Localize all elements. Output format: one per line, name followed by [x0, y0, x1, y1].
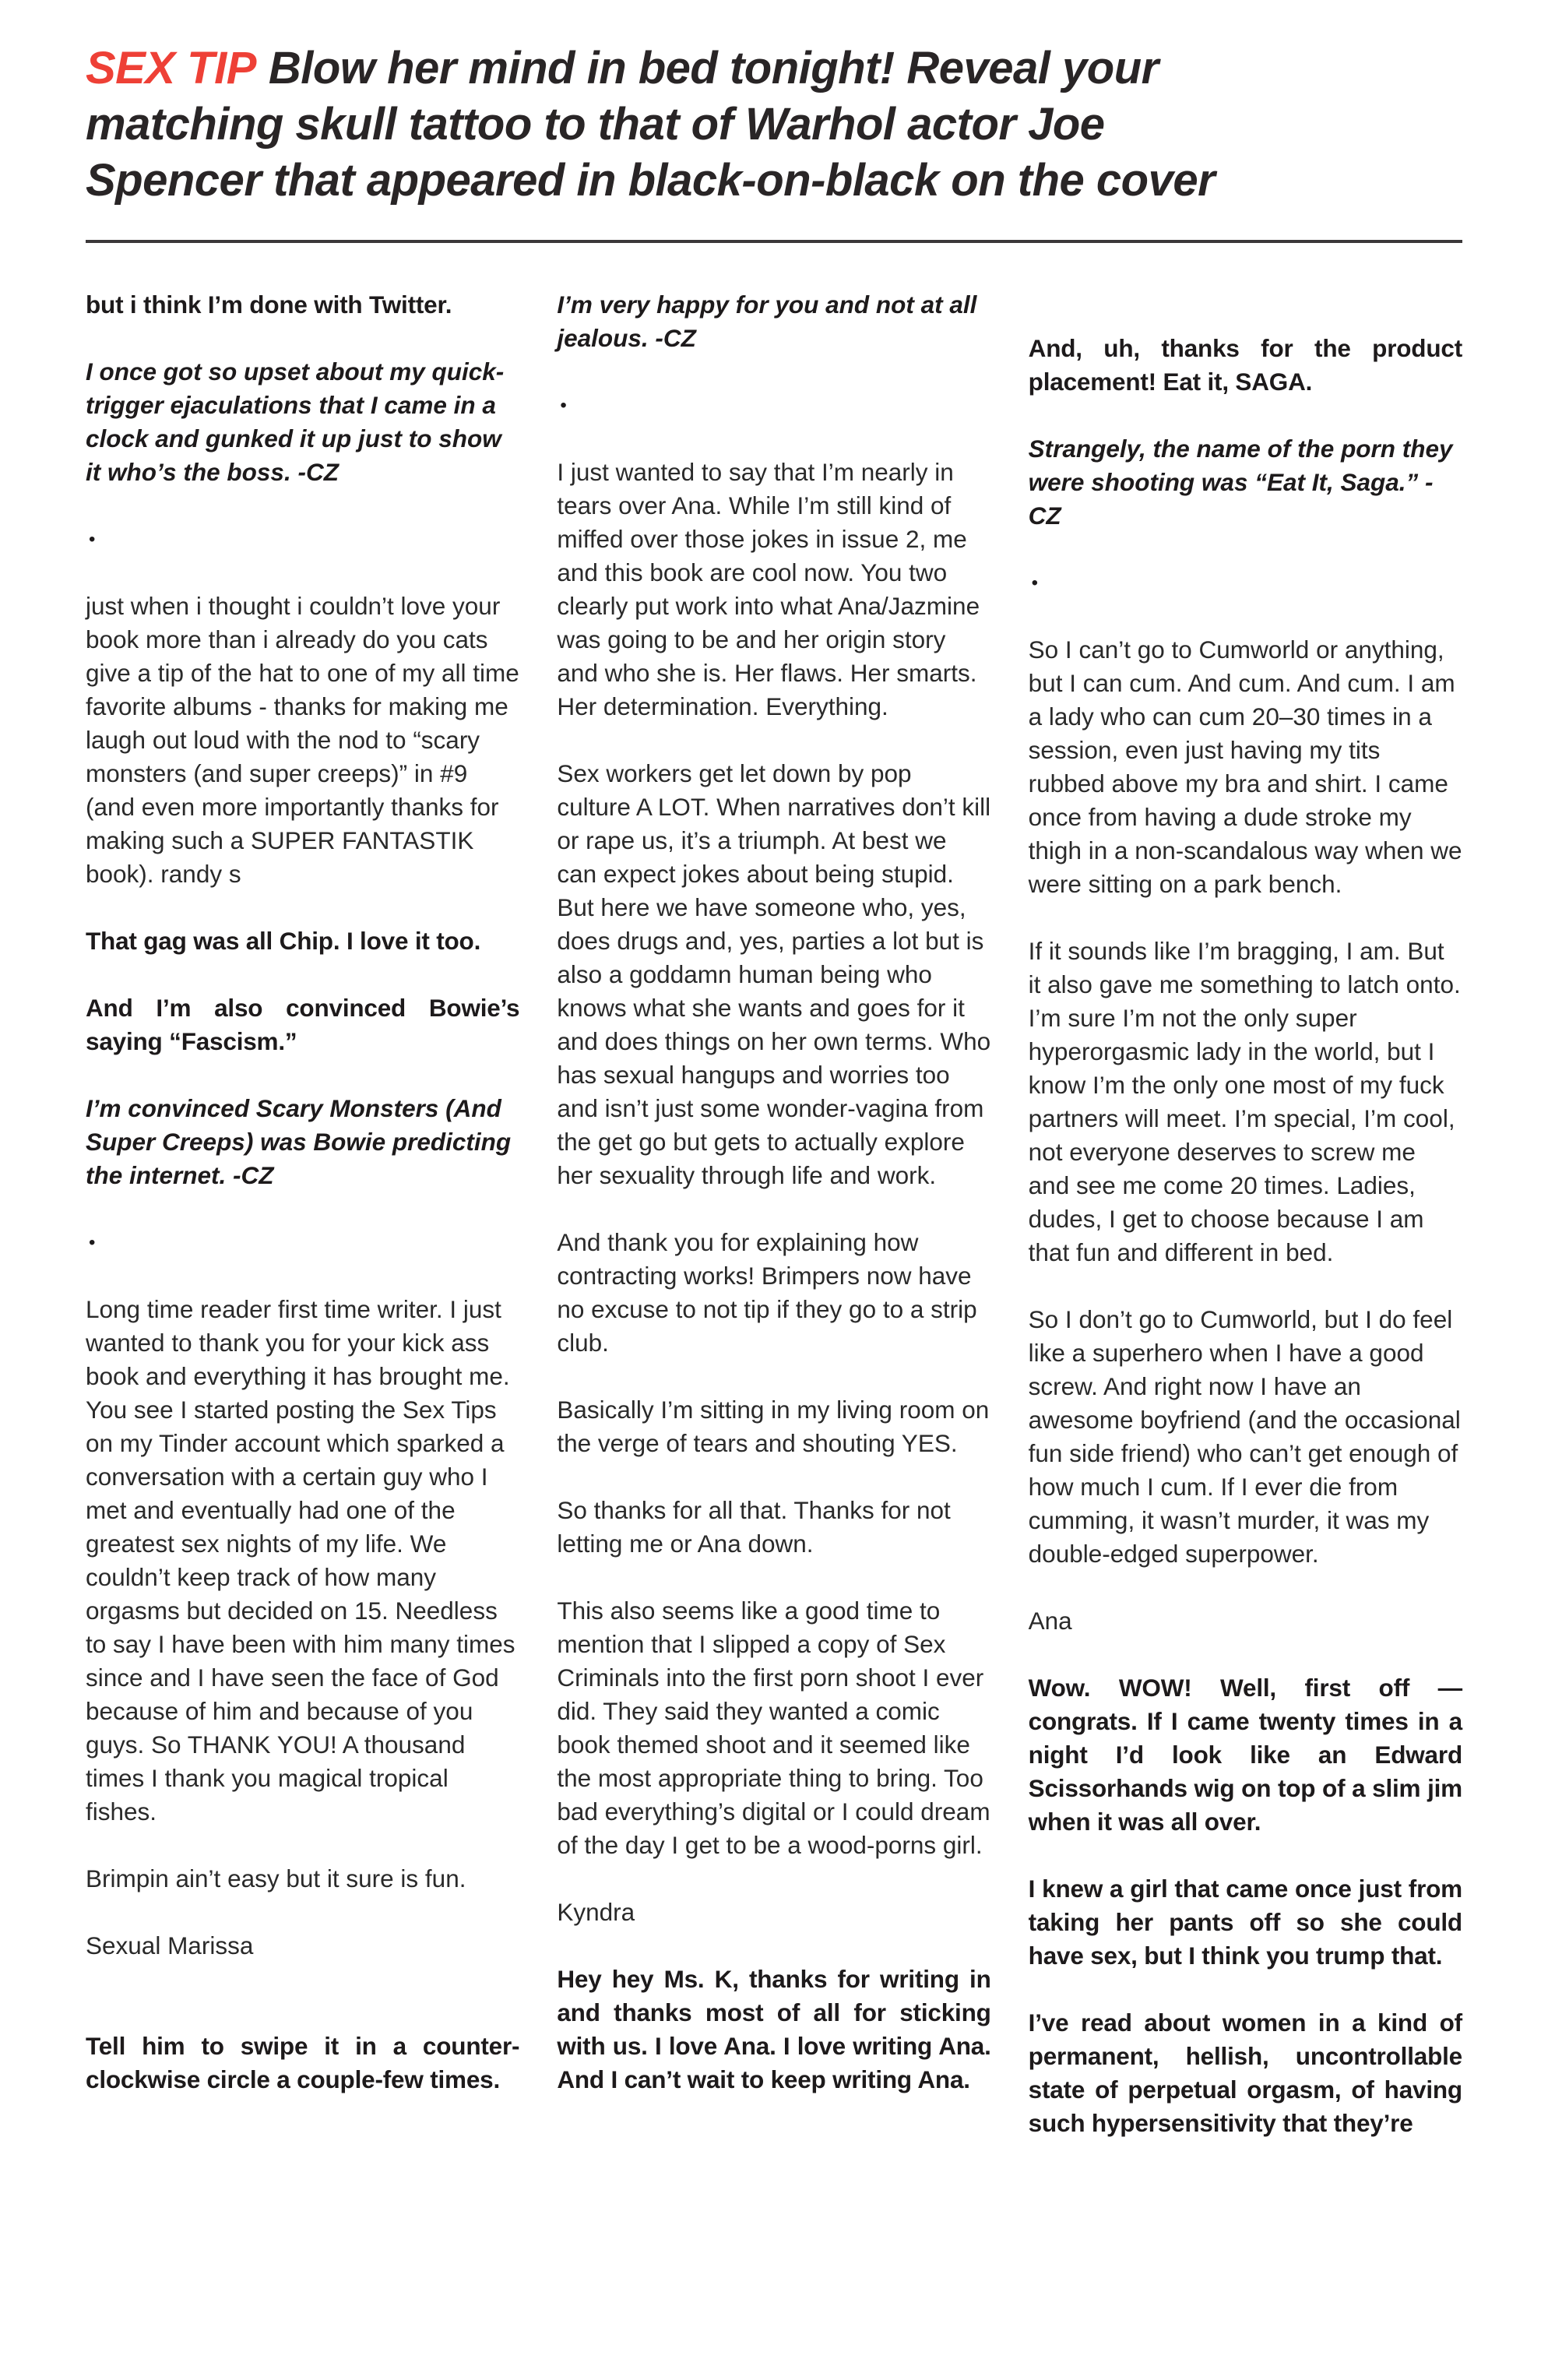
letter-paragraph: This also seems like a good time to mention that I slipped a copy of Sex Criminals into the first porn shoot I ever did. They said they wanted a comic book themed shoot and it seemed like the most appropriate thing to bring. Too bad everything’s digital or I could dream of the day I get to be a wood-porns girl.: [557, 1596, 990, 1859]
letter-paragraph: So I don’t go to Cumworld, but I do feel like a superhero when I have a good screw. And right now I have an awesome boyfriend (and the occasional fun side friend) who can’t get enough of how much I cum. If I ever die from cumming, it wasn’t murder, it was my double-edged superpower.: [1028, 1304, 1461, 1568]
letter-paragraph: I just wanted to say that I’m nearly in tears over Ana. While I’m still kind of miffed over those jokes in issue 2, me and this book are cool now. You two clearly put work into what Ana/Jazmine was going to be and her origin story and who she is. Her flaws. Her smarts. Her determination. Everything.: [557, 457, 980, 720]
letter-paragraph: And I’m also convinced Bowie’s saying “Fascism.”: [86, 993, 520, 1055]
letter-paragraph: Sex workers get let down by pop culture A LOT. When narratives don’t kill or rape us, it’s a triumph. At best we can expect jokes about being stupid. But here we have someone who, yes, does drugs and, yes, parties a lot but is also a goddamn human being who knows what she wants and goes for it and does things on her own terms. Who has sexual hangups and worries too and isn’t just some wonder-vagina from the get go but gets to actually explore her sexuality through life and work.: [557, 759, 991, 1189]
letter-paragraph: Ana: [1028, 1606, 1072, 1635]
letter-paragraph: Strangely, the name of the porn they were shooting was “Eat It, Saga.” -CZ: [1028, 434, 1453, 530]
letter-paragraph: I’m very happy for you and not at all jealous. -CZ: [557, 290, 977, 352]
section-break-bullet: •: [1031, 572, 1039, 593]
letters-columns: [86, 288, 1462, 2174]
letter-paragraph: Kyndra: [557, 1897, 635, 1926]
section-break-bullet: •: [89, 528, 96, 550]
letter-paragraph: Brimpin ain’t easy but it sure is fun.: [86, 1864, 466, 1892]
letter-paragraph: I once got so upset about my quick-trigger ejaculations that I came in a clock and gunked it up just to show it who’s the boss. -CZ: [86, 357, 505, 486]
letter-paragraph: Basically I’m sitting in my living room on the verge of tears and shouting YES.: [557, 1395, 990, 1457]
letter-paragraph: I’ve read about women in a kind of permanent, hellish, uncontrollable state of perpetual orgasm, of having such hypersensitivity that they’re: [1028, 2008, 1462, 2137]
section-break-bullet: •: [560, 394, 567, 416]
letter-paragraph: I’m convinced Scary Monsters (And Super Creeps) was Bowie predicting the internet. -CZ: [86, 1093, 512, 1189]
letter-paragraph: Tell him to swipe it in a counter-clockwise circle a couple-few times.: [86, 2031, 520, 2093]
letter-paragraph: but i think I’m done with Twitter.: [86, 290, 452, 319]
sex-tip-headline: Blow her mind in bed tonight! Reveal your matching skull tattoo to that of Warhol actor Joe Spencer that appeared in black-on-black on the cover: [86, 43, 1216, 206]
letter-paragraph: I knew a girl that came once just from taking her pants off so she could have sex, but I think you trump that.: [1028, 1874, 1462, 1970]
letter-paragraph: So I can’t go to Cumworld or anything, but I can cum. And cum. And cum. I am a lady who can cum 20–30 times in a session, even just having my tits rubbed above my bra and shirt. I came once from having a dude stroke my thigh in a non-scandalous way when we were sitting on a park bench.: [1028, 635, 1462, 898]
letter-paragraph: Wow. WOW! Well, first off — congrats. If I came twenty times in a night I’d look like an Edward Scissorhands wig on top of a slim jim when it was all over.: [1028, 1673, 1462, 1836]
letters-column-2: [557, 288, 990, 2174]
letters-column-3: [1029, 288, 1462, 2174]
letter-paragraph: And, uh, thanks for the product placement! Eat it, SAGA.: [1028, 333, 1462, 396]
header-divider: [86, 240, 1462, 243]
letter-paragraph: And thank you for explaining how contracting works! Brimpers now have no excuse to not tip if they go to a strip club.: [557, 1227, 977, 1357]
letter-paragraph: Sexual Marissa: [86, 1931, 254, 1959]
page-header: [86, 40, 1462, 243]
letter-paragraph: If it sounds like I’m bragging, I am. But it also gave me something to latch onto. I’m sure I’m not the only super hyperorgasmic lady in the world, but I know I’m the only one most of my fuck partners will meet. I’m special, I’m cool, not everyone deserves to screw me and see me come 20 times. Ladies, dudes, I get to choose because I am that fun and different in bed.: [1028, 936, 1461, 1266]
letter-paragraph: Long time reader first time writer. I just wanted to thank you for your kick ass book and everything it has brought me. You see I started posting the Sex Tips on my Tinder account which sparked a conversation with a certain guy who I met and eventually had one of the greatest sex nights of my life. We couldn’t keep track of how many orgasms but decided on 15. Needless to say I have been with him many times since and I have seen the face of God because of him and because of you guys. So THANK YOU! A thousand times I thank you magical tropical fishes.: [86, 1294, 515, 1825]
sex-tip-banner: [86, 40, 1277, 209]
letter-paragraph: Hey hey Ms. K, thanks for writing in and thanks most of all for sticking with us. I love Ana. I love writing Ana. And I can’t wait to keep writing Ana.: [557, 1964, 991, 2093]
section-break-bullet: •: [89, 1231, 96, 1253]
letter-paragraph: That gag was all Chip. I love it too.: [86, 926, 481, 955]
letters-column-1: [86, 288, 519, 2174]
sex-tip-label: SEX TIP: [86, 43, 256, 93]
letter-paragraph: just when i thought i couldn’t love your book more than i already do you cats give a tip of the hat to one of my all time favorite albums - thanks for making me laugh out loud with the nod to “scary monsters (and super creeps)” in #9 (and even more importantly thanks for making such a SUPER FANTASTIK book). randy s: [86, 591, 519, 888]
letter-paragraph: So thanks for all that. Thanks for not letting me or Ana down.: [557, 1495, 951, 1558]
